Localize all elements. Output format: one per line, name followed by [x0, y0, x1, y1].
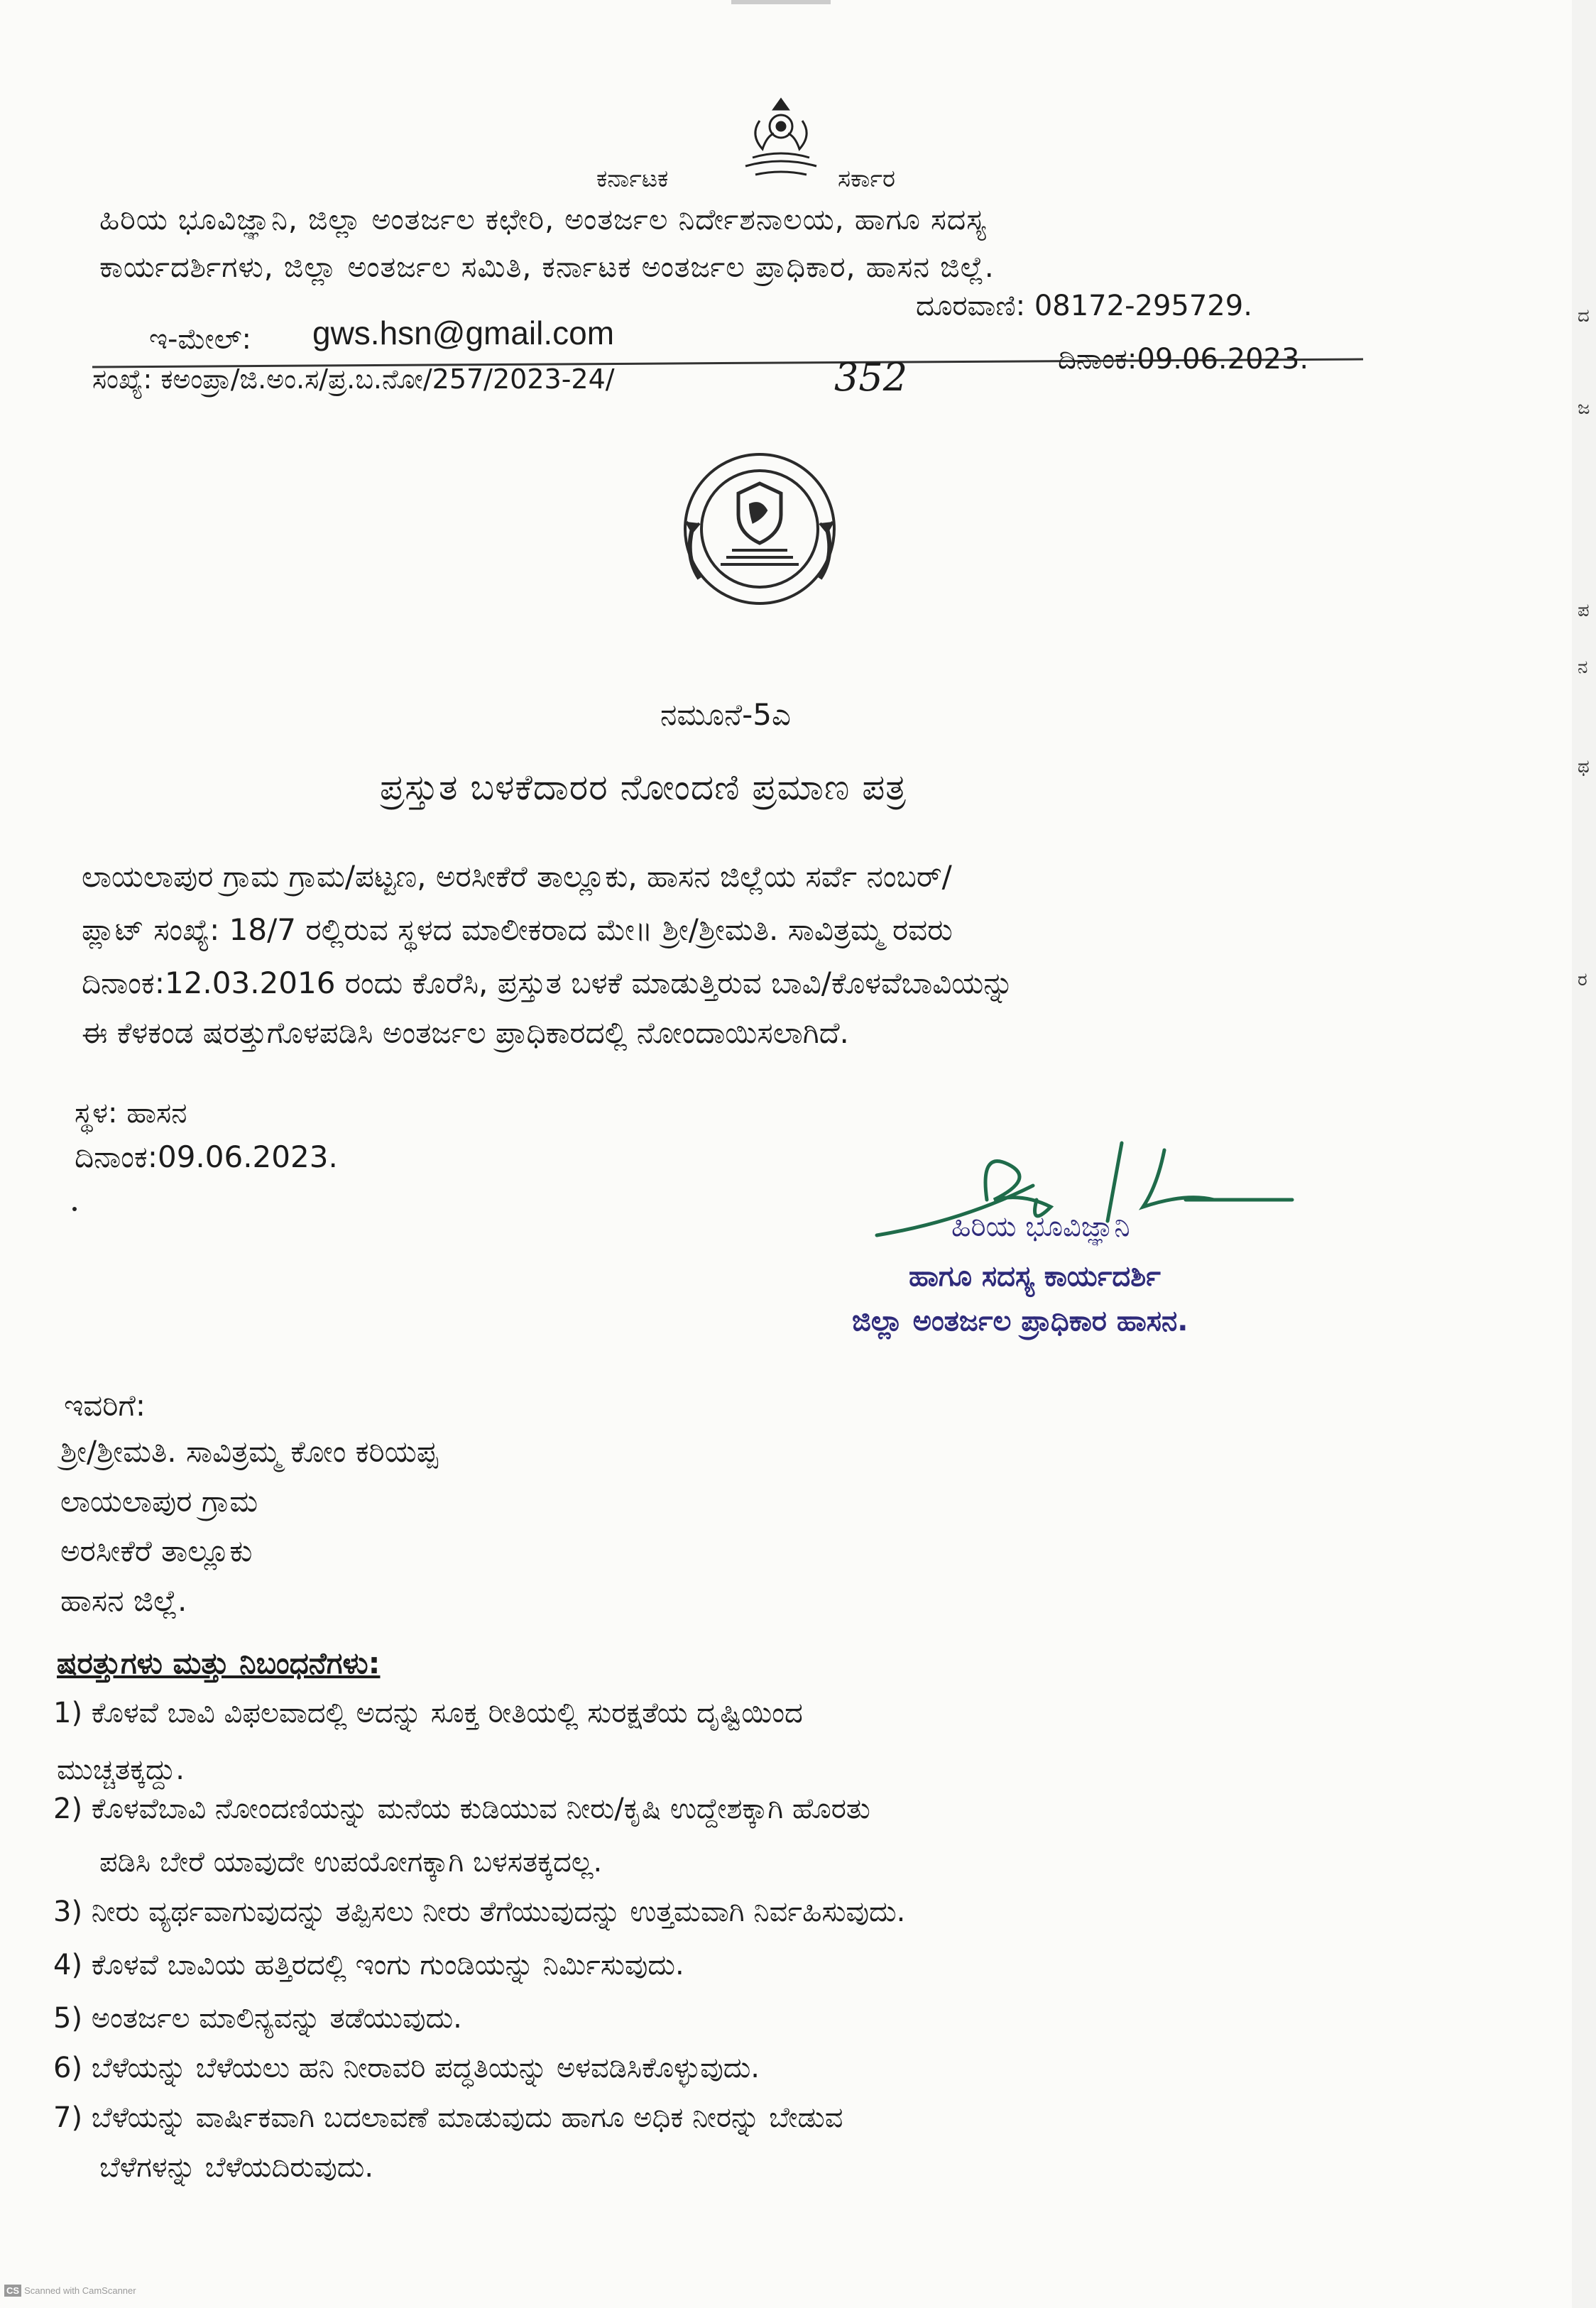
form-number: ನಮೂನೆ-5ಎ — [660, 697, 791, 732]
body-line: ಈ ಕೆಳಕಂಡ ಷರತ್ತುಗೊಳಪಡಿಸಿ ಅಂತರ್ಜಲ ಪ್ರಾಧಿಕಾರದಲ್ಲಿ ನೋಂದಾಯಿಸಲಾಗಿದೆ. — [82, 1015, 849, 1050]
signatory-designation: ಹಿರಿಯ ಭೂವಿಜ್ಞಾನಿ — [951, 1210, 1130, 1243]
signatory-authority: ಜಿಲ್ಲಾ ಅಂತರ್ಜಲ ಪ್ರಾಧಿಕಾರ ಹಾಸನ. — [852, 1305, 1188, 1338]
edge-glyph: ಪ — [1578, 600, 1590, 621]
recipient-line: ಹಾಸನ ಜಿಲ್ಲೆ. — [60, 1583, 187, 1618]
phone-number: ದೂರವಾಣಿ: 08172-295729. — [916, 290, 1252, 322]
recipient-line: ಲಾಯಲಾಪುರ ಗ್ರಾಮ — [60, 1484, 258, 1519]
body-line: ಲಾಯಲಾಪುರ ಗ್ರಾಮ ಗ್ರಾಮ/ಪಟ್ಟಣ, ಅರಸೀಕೆರೆ ತಾಲ್ಲೂಕು, ಹಾಸನ ಜಿಲ್ಲೆಯ ಸರ್ವೆ ನಂಬರ್/ — [82, 859, 952, 894]
government-label-left: ಕರ್ನಾಟಕ — [596, 165, 669, 193]
state-emblem-icon — [731, 92, 831, 185]
office-name-line-2: ಕಾರ್ಯದರ್ಶಿಗಳು, ಜಿಲ್ಲಾ ಅಂತರ್ಜಲ ಸಮಿತಿ, ಕರ್ನಾಟಕ ಅಂತರ್ಜಲ ಪ್ರಾಧಿಕಾರ, ಹಾಸನ ಜಿಲ್ಲೆ. — [99, 250, 995, 284]
scanner-watermark — [4, 2285, 136, 2297]
letter-date: ದಿನಾಂಕ:09.06.2023. — [1058, 343, 1309, 376]
place-of-issue: ಸ್ಥಳ: ಹಾಸನ — [75, 1097, 187, 1130]
body-line: ದಿನಾಂಕ:12.03.2016 ರಂದು ಕೊರೆಸಿ, ಪ್ರಸ್ತುತ ಬಳಕೆ ಮಾಡುತ್ತಿರುವ ಬಾವಿ/ಕೊಳವೆಬಾವಿಯನ್ನು — [82, 966, 1014, 1000]
condition-continuation: ಬೆಳೆಗಳನ್ನು ಬೆಳೆಯದಿರುವುದು. — [99, 2151, 374, 2184]
recipient-line: ಅರಸೀಕೆರೆ ತಾಲ್ಲೂಕು — [60, 1533, 253, 1568]
email-label: ಇ-ಮೇಲ್: — [149, 323, 251, 356]
scan-artifact — [731, 0, 831, 4]
issue-date: ದಿನಾಂಕ:09.06.2023. — [75, 1139, 338, 1174]
edge-glyph: ರ — [1578, 969, 1587, 990]
stray-mark — [72, 1207, 77, 1211]
recipient-label: ಇವರಿಗೆ: — [64, 1388, 146, 1423]
authority-seal-icon — [671, 444, 848, 614]
conditions-heading: ಷರತ್ತುಗಳು ಮತ್ತು ನಿಬಂಧನೆಗಳು: — [57, 1646, 381, 1680]
office-name-line-1: ಹಿರಿಯ ಭೂವಿಜ್ಞಾನಿ, ಜಿಲ್ಲಾ ಅಂತರ್ಜಲ ಕಛೇರಿ, ಅಂತರ್ಜಲ ನಿರ್ದೇಶನಾಲಯ, ಹಾಗೂ ಸದಸ್ಯ — [99, 202, 987, 236]
condition-item: 1) ಕೊಳವೆ ಬಾವಿ ವಿಫಲವಾದಲ್ಲಿ ಅದನ್ನು ಸೂಕ್ತ ರೀತಿಯಲ್ಲಿ ಸುರಕ್ಷತೆಯ ದೃಷ್ಟಿಯಿಂದ — [53, 1697, 803, 1729]
condition-item: 2) ಕೊಳವೆಬಾವಿ ನೋಂದಣಿಯನ್ನು ಮನೆಯ ಕುಡಿಯುವ ನೀರು/ಕೃಷಿ ಉದ್ದೇಶಕ್ಕಾಗಿ ಹೊರತು — [53, 1793, 870, 1825]
condition-item: 4) ಕೊಳವೆ ಬಾವಿಯ ಹತ್ತಿರದಲ್ಲಿ ಇಂಗು ಗುಂಡಿಯನ್ನು ನಿರ್ಮಿಸುವುದು. — [53, 1949, 684, 1981]
condition-continuation: ಮುಚ್ಚತಕ್ಕದ್ದು. — [57, 1754, 185, 1786]
camscanner-logo-icon: CS — [4, 2285, 21, 2297]
watermark-text: Scanned with CamScanner — [24, 2285, 136, 2296]
government-label-right: ಸರ್ಕಾರ — [838, 165, 895, 193]
adjacent-page-edge — [1572, 0, 1596, 2308]
edge-glyph: ಜ — [1578, 398, 1590, 419]
condition-item: 7) ಬೆಳೆಯನ್ನು ವಾರ್ಷಿಕವಾಗಿ ಬದಲಾವಣೆ ಮಾಡುವುದು ಹಾಗೂ ಅಧಿಕ ನೀರನ್ನು ಬೇಡುವ — [53, 2101, 843, 2134]
condition-continuation: ಪಡಿಸಿ ಬೇರೆ ಯಾವುದೇ ಉಪಯೋಗಕ್ಕಾಗಿ ಬಳಸತಕ್ಕದಲ್ಲ. — [99, 1846, 603, 1878]
body-line: ಪ್ಲಾಟ್ ಸಂಖ್ಯೆ: 18/7 ರಲ್ಲಿರುವ ಸ್ಥಳದ ಮಾಲೀಕರಾದ ಮೇ॥ ಶ್ರೀ/ಶ್ರೀಮತಿ. ಸಾವಿತ್ರಮ್ಮ ರವರು — [82, 912, 953, 947]
signatory-role: ಹಾಗೂ ಸದಸ್ಯ ಕಾರ್ಯದರ್ಶಿ — [909, 1260, 1161, 1293]
edge-glyph: ಥ — [1578, 756, 1590, 777]
condition-item: 3) ನೀರು ವ್ಯರ್ಥವಾಗುವುದನ್ನು ತಪ್ಪಿಸಲು ನೀರು ತೆಗೆಯುವುದನ್ನು ಉತ್ತಮವಾಗಿ ನಿರ್ವಹಿಸುವುದು. — [53, 1896, 906, 1928]
condition-item: 6) ಬೆಳೆಯನ್ನು ಬೆಳೆಯಲು ಹನಿ ನೀರಾವರಿ ಪದ್ಧತಿಯನ್ನು ಅಳವಡಿಸಿಕೊಳ್ಳುವುದು. — [53, 2052, 760, 2084]
reference-handwritten-number: 352 — [834, 355, 908, 400]
form-title: ಪ್ರಸ್ತುತ ಬಳಕೆದಾರರ ನೋಂದಣಿ ಪ್ರಮಾಣ ಪತ್ರ — [380, 767, 907, 808]
email-address: gws.hsn@gmail.com — [312, 315, 615, 351]
edge-glyph: ದ — [1578, 305, 1590, 327]
edge-glyph: ನ — [1578, 657, 1588, 678]
condition-item: 5) ಅಂತರ್ಜಲ ಮಾಲಿನ್ಯವನ್ನು ತಡೆಯುವುದು. — [53, 2002, 462, 2035]
reference-number: ಸಂಖ್ಯೆ: ಕಅಂಪ್ರಾ/ಜಿ.ಅಂ.ಸ/ಪ್ರ.ಬ.ನೋ/257/2023-24/ — [92, 363, 615, 395]
recipient-line: ಶ್ರೀ/ಶ್ರೀಮತಿ. ಸಾವಿತ್ರಮ್ಮ ಕೋಂ ಕರಿಯಪ್ಪ — [60, 1434, 438, 1469]
